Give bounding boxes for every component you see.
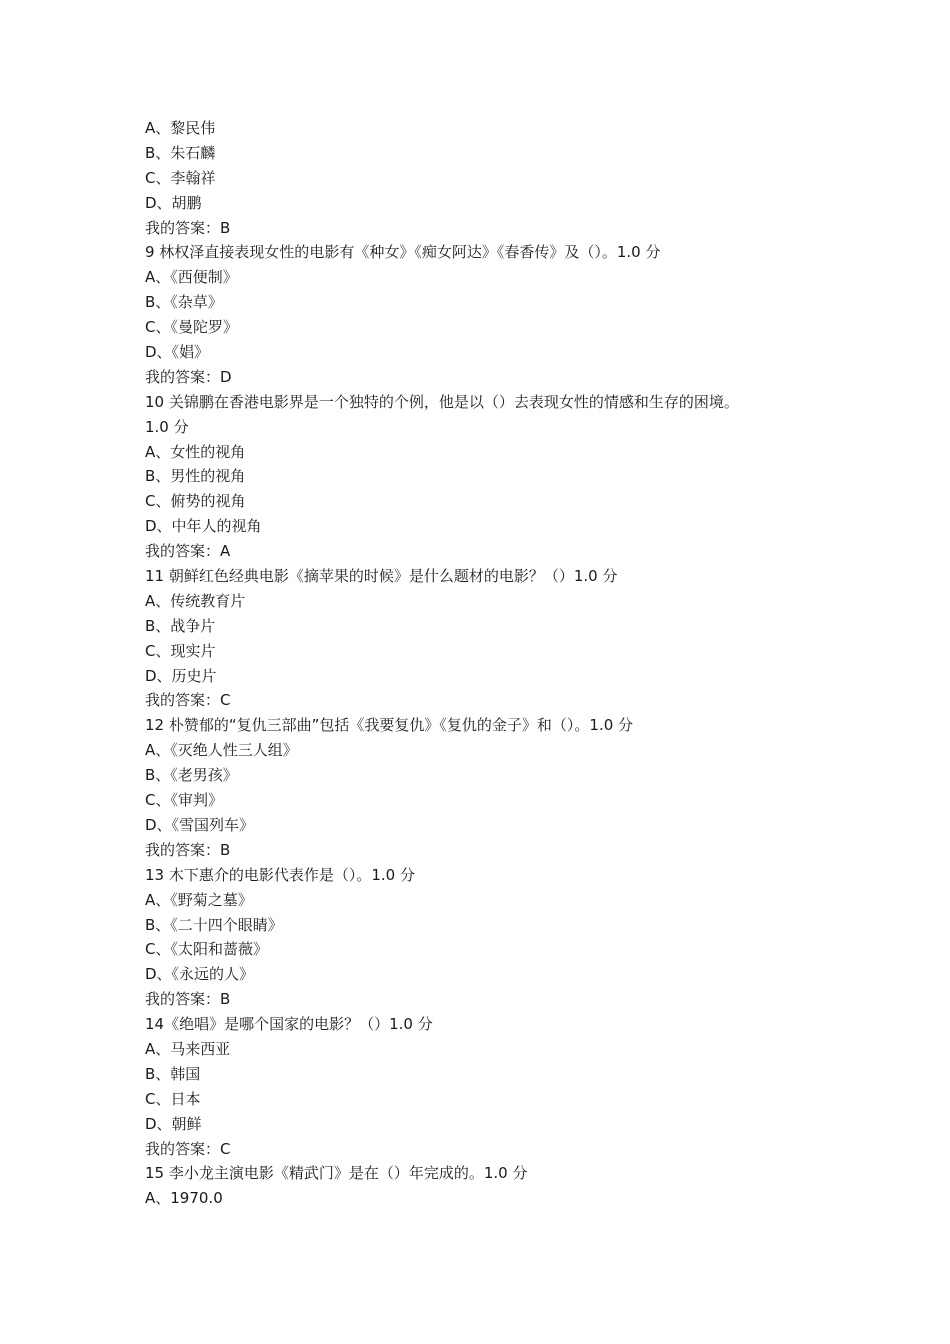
answer-line: 我的答案：C [145,1139,231,1158]
option-line: B、战争片 [145,616,216,635]
option-line: D、胡鹏 [145,193,202,212]
question-line: 14《绝唱》是哪个国家的电影？（）1.0 分 [145,1015,433,1034]
answer-line: 我的答案：B [145,840,231,859]
option-line: A、《野菊之墓》 [145,890,253,909]
answer-line: 我的答案：B [145,990,231,1009]
option-line: A、女性的视角 [145,442,246,461]
option-line: A、《西便制》 [145,268,238,287]
option-line: C、李翰祥 [145,168,216,187]
option-line: B、《老男孩》 [145,766,238,785]
option-line: A、黎民伟 [145,119,216,137]
answer-line: 我的答案：D [145,367,232,386]
option-line: A、1970.0 [145,1189,223,1208]
option-line: D、中年人的视角 [145,517,262,536]
option-line: D、《永远的人》 [145,965,255,984]
option-line: C、日本 [145,1089,201,1108]
option-line: A、马来西亚 [145,1039,231,1058]
option-line: D、《雪国列车》 [145,815,255,834]
option-line: C、《太阳和蔷薇》 [145,940,268,959]
option-line: B、男性的视角 [145,467,246,486]
option-line: C、《审判》 [145,791,223,810]
option-line: B、《二十四个眼睛》 [145,915,283,934]
question-score-line: 1.0 分 [145,417,189,436]
question-line: 13 木下惠介的电影代表作是（）。1.0 分 [145,865,415,884]
option-line: C、俯势的视角 [145,492,246,511]
option-line: A、《灭绝人性三人组》 [145,741,298,760]
question-line: 12 朴赞郁的“复仇三部曲”包括《我要复仇》《复仇的金子》和（）。1.0 分 [145,716,634,735]
option-line: A、传统教育片 [145,591,246,610]
option-line: B、韩国 [145,1064,201,1083]
question-line: 9 林权泽直接表现女性的电影有《种女》《痴女阿达》《春香传》及（）。1.0 分 [145,243,661,262]
document-page [145,116,825,1211]
answer-line: 我的答案：B [145,218,231,237]
option-line: D、《娼》 [145,343,210,362]
option-line: D、朝鲜 [145,1114,202,1133]
question-line: 10 关锦鹏在香港电影界是一个独特的个例，他是以（）去表现女性的情感和生存的困境。 [145,392,739,411]
question-line: 15 李小龙主演电影《精武门》是在（）年完成的。1.0 分 [145,1164,528,1183]
option-line: C、《曼陀罗》 [145,318,238,337]
option-line: B、《杂草》 [145,293,223,312]
option-line: D、历史片 [145,666,217,685]
option-line: C、现实片 [145,641,216,660]
answer-line: 我的答案：A [145,542,231,561]
answer-line: 我的答案：C [145,691,231,710]
option-line: B、朱石麟 [145,143,216,162]
question-line: 11 朝鲜红色经典电影《摘苹果的时候》是什么题材的电影？（）1.0 分 [145,567,618,586]
